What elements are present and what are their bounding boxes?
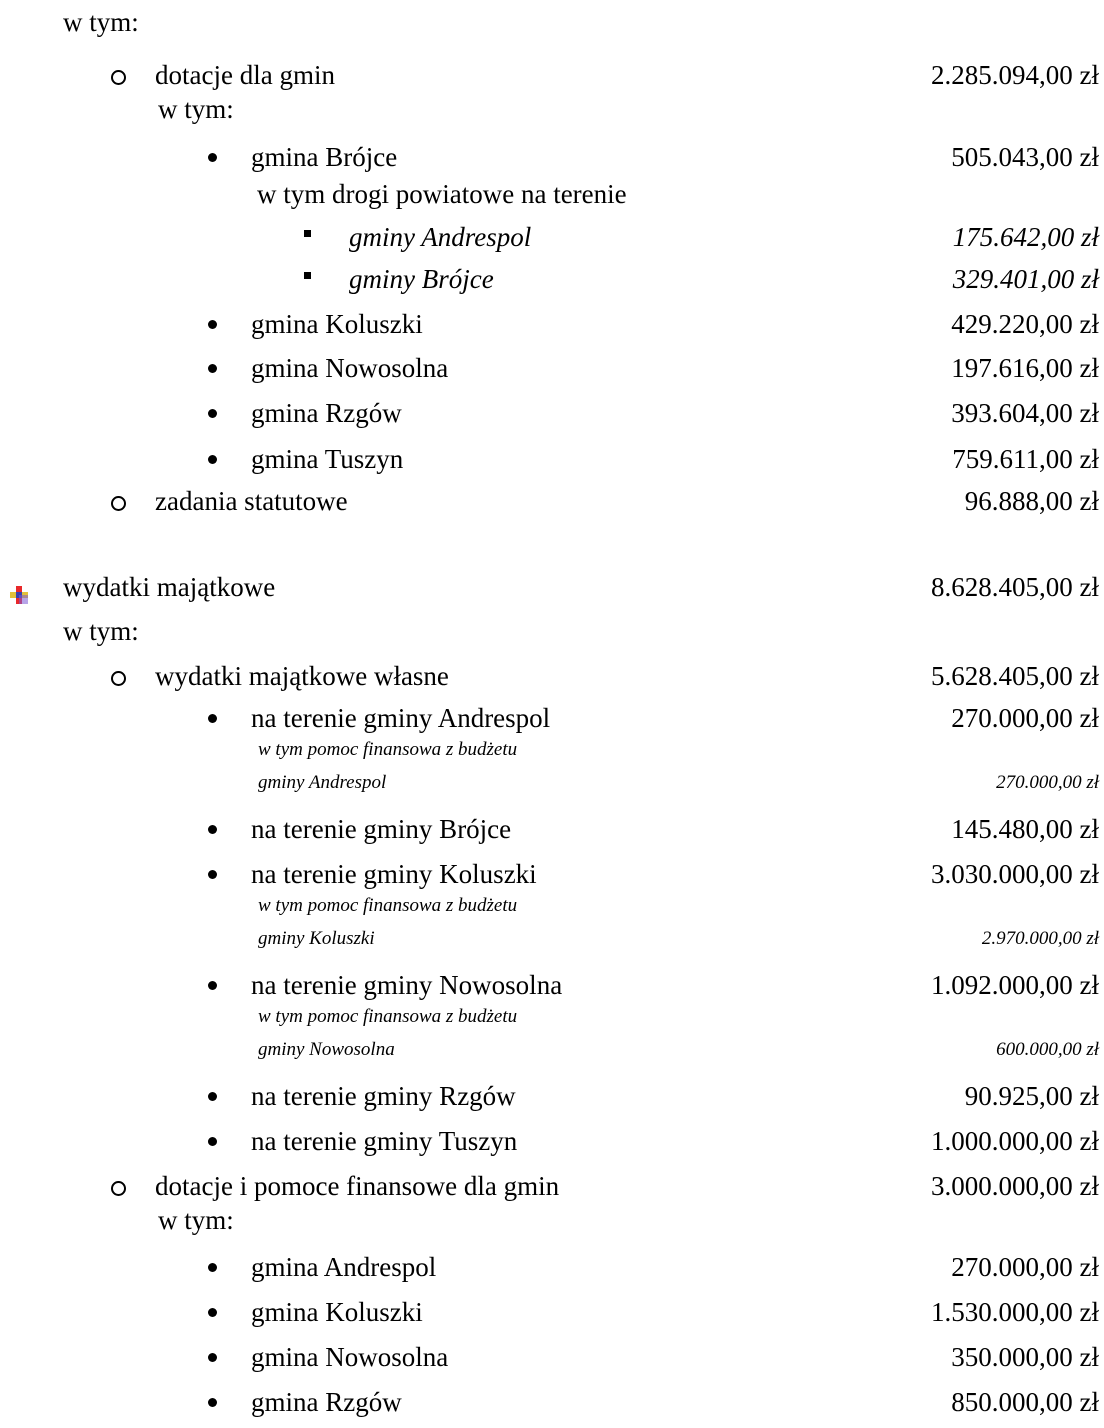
row-label: gmina Koluszki [251, 309, 423, 339]
row-amount: 329.401,00 zł [952, 264, 1099, 294]
row-amount: 5.628.405,00 zł [931, 661, 1099, 691]
dot-bullet-icon [208, 1137, 217, 1146]
dot-bullet-icon [208, 825, 217, 834]
row-amount: 270.000,00 zł [951, 703, 1099, 733]
dot-bullet-icon [208, 870, 217, 879]
row-label: wydatki majątkowe [63, 572, 276, 602]
plus-icon [8, 575, 30, 597]
row-label: w tym: [63, 7, 139, 37]
row-label: na terenie gminy Tuszyn [251, 1126, 518, 1156]
row-label: gmina Tuszyn [251, 444, 404, 474]
circle-bullet-icon [111, 671, 126, 686]
row-label: zadania statutowe [155, 486, 348, 516]
row-amount: 270.000,00 zł [951, 1252, 1099, 1282]
list-item [0, 1000, 1104, 1034]
square-bullet-icon [304, 272, 311, 279]
list-item [0, 1074, 1104, 1118]
row-label: gmina Andrespol [251, 1252, 437, 1282]
dot-bullet-icon [208, 981, 217, 990]
list-item [0, 609, 1104, 653]
row-label: gmina Rzgów [251, 1387, 402, 1417]
row-label: dotacje i pomoce finansowe dla gmin [155, 1171, 560, 1201]
row-label: w tym pomoc finansowa z budżetu [258, 1006, 518, 1027]
list-item [0, 215, 1104, 259]
row-amount: 3.030.000,00 zł [931, 859, 1099, 889]
circle-bullet-icon [111, 496, 126, 511]
row-amount: 350.000,00 zł [951, 1342, 1099, 1372]
list-item [0, 1245, 1104, 1289]
row-amount: 759.611,00 zł [952, 444, 1099, 474]
list-item [0, 922, 1104, 956]
list-item [0, 1119, 1104, 1163]
row-label: gmina Nowosolna [251, 353, 449, 383]
row-amount: 1.092.000,00 zł [931, 970, 1099, 1000]
list-item [0, 87, 1104, 131]
row-amount: 8.628.405,00 zł [931, 572, 1099, 602]
row-amount: 96.888,00 zł [964, 486, 1099, 516]
row-label: w tym pomoc finansowa z budżetu [258, 739, 518, 760]
circle-bullet-icon [111, 1181, 126, 1196]
dot-bullet-icon [208, 153, 217, 162]
dot-bullet-icon [208, 409, 217, 418]
row-label: gminy Andrespol [349, 222, 532, 252]
dot-bullet-icon [208, 1263, 217, 1272]
row-label: gminy Nowosolna [258, 1039, 395, 1060]
row-label: gminy Andrespol [258, 772, 387, 793]
row-amount: 600.000,00 zł [996, 1039, 1099, 1060]
list-item [0, 1290, 1104, 1334]
row-label: gminy Brójce [349, 264, 494, 294]
row-label: gmina Nowosolna [251, 1342, 449, 1372]
dot-bullet-icon [208, 1308, 217, 1317]
list-item [0, 172, 1104, 216]
dot-bullet-icon [208, 320, 217, 329]
list-item [0, 257, 1104, 301]
row-label: na terenie gminy Brójce [251, 814, 512, 844]
row-amount: 2.285.094,00 zł [931, 60, 1099, 90]
row-label: w tym: [158, 1205, 234, 1235]
list-item [0, 733, 1104, 767]
row-amount: 429.220,00 zł [951, 309, 1099, 339]
row-amount: 1.530.000,00 zł [931, 1297, 1099, 1327]
square-bullet-icon [304, 230, 311, 237]
list-item [0, 1198, 1104, 1242]
row-amount: 3.000.000,00 zł [931, 1171, 1099, 1201]
list-item [0, 437, 1104, 481]
row-label: gmina Brójce [251, 142, 398, 172]
list-item [0, 766, 1104, 800]
row-label: gminy Koluszki [258, 928, 375, 949]
row-label: w tym: [63, 616, 139, 646]
list-item [0, 479, 1104, 523]
row-label: na terenie gminy Koluszki [251, 859, 537, 889]
list-item [0, 889, 1104, 923]
row-label: na terenie gminy Rzgów [251, 1081, 516, 1111]
row-amount: 505.043,00 zł [951, 142, 1099, 172]
list-item [0, 1335, 1104, 1379]
list-item [0, 302, 1104, 346]
row-amount: 270.000,00 zł [996, 772, 1099, 793]
row-amount: 175.642,00 zł [952, 222, 1099, 252]
list-item [0, 0, 1104, 44]
circle-bullet-icon [111, 70, 126, 85]
row-label: w tym: [158, 94, 234, 124]
row-label: na terenie gminy Nowosolna [251, 970, 563, 1000]
dot-bullet-icon [208, 455, 217, 464]
row-label: na terenie gminy Andrespol [251, 703, 551, 733]
row-amount: 2.970.000,00 zł [981, 928, 1099, 949]
list-item [0, 807, 1104, 851]
row-label: w tym pomoc finansowa z budżetu [258, 895, 518, 916]
row-amount: 145.480,00 zł [951, 814, 1099, 844]
list-item [0, 565, 1104, 609]
list-item [0, 1380, 1104, 1424]
row-label: dotacje dla gmin [155, 60, 335, 90]
row-label: gmina Rzgów [251, 398, 402, 428]
row-label: gmina Koluszki [251, 1297, 423, 1327]
row-label: w tym drogi powiatowe na terenie [257, 179, 627, 209]
list-item [0, 391, 1104, 435]
row-amount: 850.000,00 zł [951, 1387, 1099, 1417]
dot-bullet-icon [208, 364, 217, 373]
list-item [0, 1033, 1104, 1067]
dot-bullet-icon [208, 1353, 217, 1362]
row-amount: 1.000.000,00 zł [931, 1126, 1099, 1156]
row-amount: 197.616,00 zł [951, 353, 1099, 383]
row-amount: 90.925,00 zł [964, 1081, 1099, 1111]
list-item [0, 346, 1104, 390]
row-amount: 393.604,00 zł [951, 398, 1099, 428]
dot-bullet-icon [208, 714, 217, 723]
dot-bullet-icon [208, 1092, 217, 1101]
list-item [0, 654, 1104, 698]
dot-bullet-icon [208, 1398, 217, 1407]
row-label: wydatki majątkowe własne [155, 661, 449, 691]
